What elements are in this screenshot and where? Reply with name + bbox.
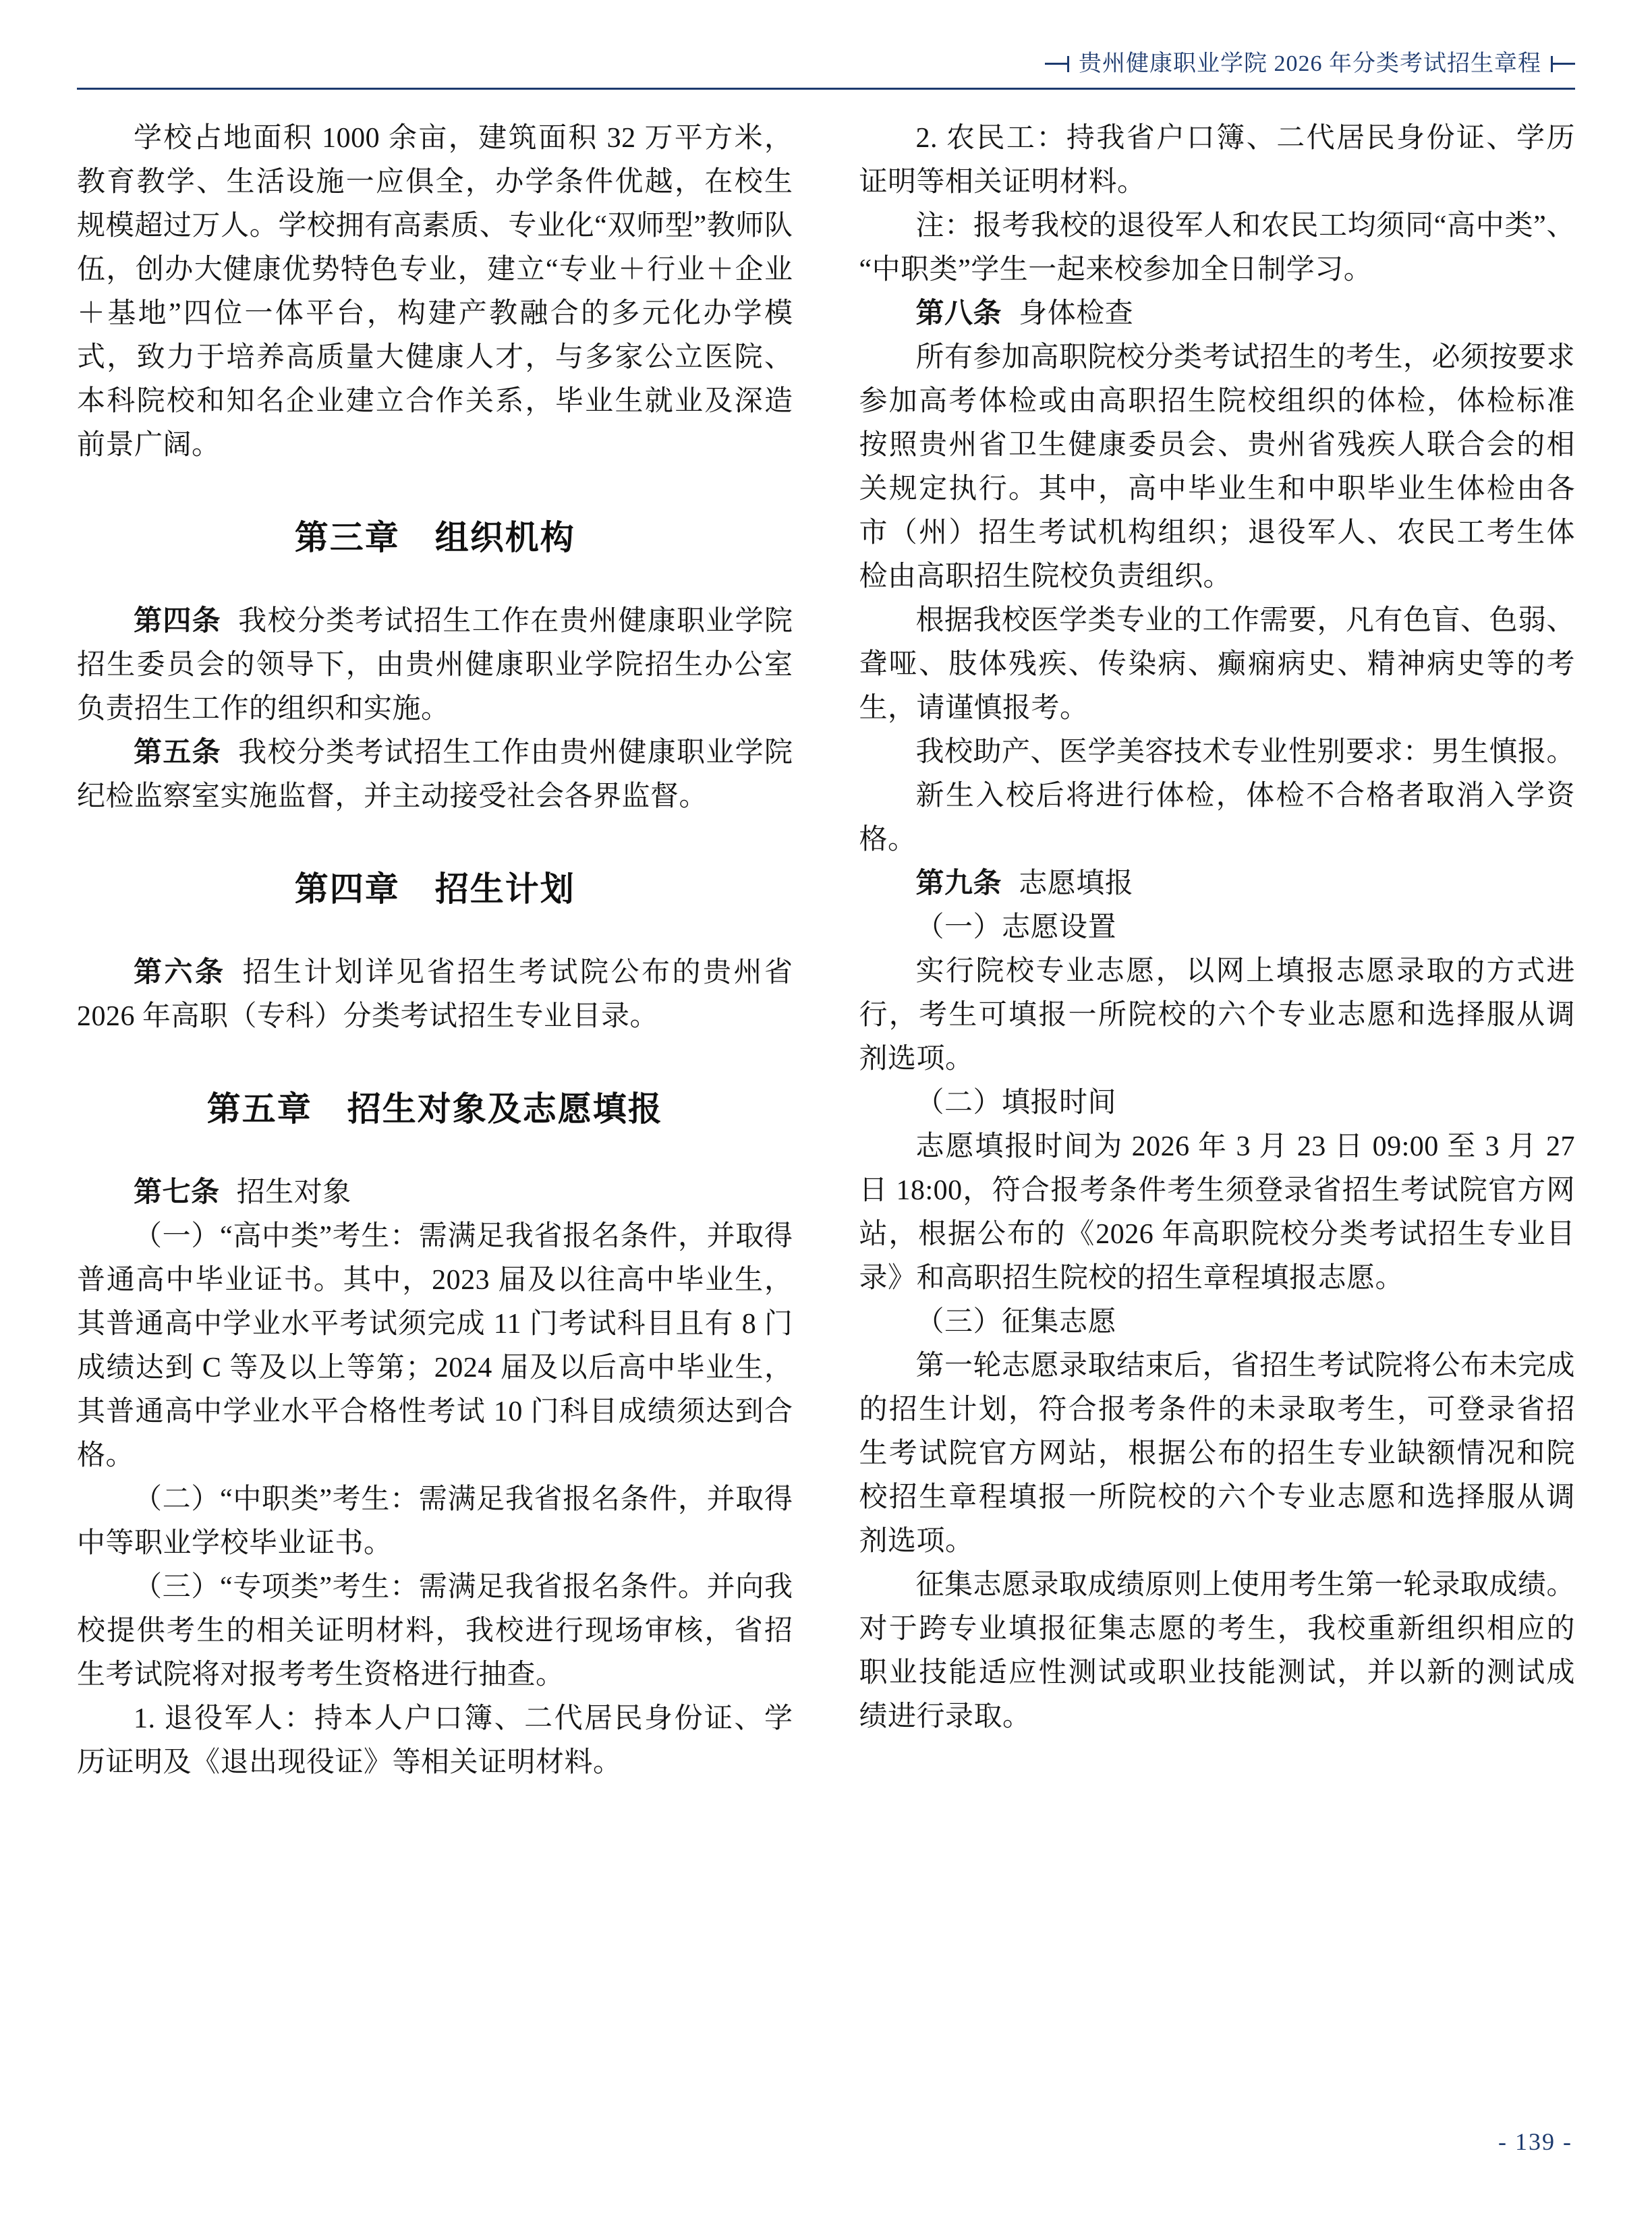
clause-8-text: 身体检查 <box>1019 298 1134 329</box>
header-rule-left-tick-icon <box>1045 55 1069 73</box>
intro-paragraph <box>77 117 793 467</box>
clause-9-paragraph <box>859 862 1576 906</box>
clause-7-paragraph <box>77 1171 793 1215</box>
paragraph-text: （三）征集志愿 <box>915 1307 1117 1338</box>
volunteer-setup-heading-paragraph <box>859 906 1576 950</box>
paragraph-text: 第一轮志愿录取结束后，省招生考试院将公布未完成的招生计划，符合报考条件的未录取考生，可登录省招生考试院官方网站，根据公布的招生专业缺额情况和院校招生章程填报一所院校的六个专业志愿和选择服从调剂选项。 <box>859 1350 1576 1557</box>
right-column <box>859 117 1576 1785</box>
subitem-1-paragraph <box>77 1697 793 1785</box>
clause-6-number: 第六条 <box>134 957 226 988</box>
clause-5-paragraph <box>77 731 793 819</box>
paragraph-text: 注：报考我校的退役军人和农民工均须同“高中类”、“中职类”学生一起来校参加全日制学习。 <box>859 210 1575 285</box>
clause-8-number: 第八条 <box>915 298 1002 329</box>
collect-volunteer-paragraph <box>859 1344 1576 1564</box>
page-number: - 139 - <box>1498 2128 1572 2155</box>
chapter-heading-4: 第四章 招生计划 <box>294 870 575 908</box>
paragraph-text: 根据我校医学类专业的工作需要，凡有色盲、色弱、聋哑、肢体残疾、传染病、癫痫病史、精神病史等的考生，请谨慎报考。 <box>859 605 1576 724</box>
clause-9-text: 志愿填报 <box>1019 868 1134 899</box>
collect-volunteer-heading-paragraph <box>859 1301 1576 1344</box>
medical-restriction-paragraph <box>859 599 1576 731</box>
item-1-paragraph <box>77 1215 793 1478</box>
paragraph-text: （三）“专项类”考生：需满足我省报名条件。并向我校提供考生的相关证明材料，我校进行现场审核，省招生考试院将对报考考生资格进行抽查。 <box>77 1572 793 1690</box>
recheck-paragraph <box>859 774 1576 862</box>
clause-7-text: 招生对象 <box>236 1177 351 1208</box>
paragraph-text: 2. 农民工：持我省户口簿、二代居民身份证、学历证明等相关证明材料。 <box>859 123 1575 198</box>
filling-time-heading-paragraph <box>859 1081 1576 1125</box>
clause-9-number: 第九条 <box>915 868 1002 899</box>
physical-exam-paragraph <box>859 336 1576 599</box>
paragraph-text: 1. 退役军人：持本人户口簿、二代居民身份证、学历证明及《退出现役证》等相关证明材料。 <box>77 1703 793 1778</box>
chapter-heading-5: 第五章 招生对象及志愿填报 <box>206 1090 663 1128</box>
chapter-heading-3: 第三章 组织机构 <box>294 519 575 556</box>
page-header <box>77 53 1575 88</box>
paragraph-text: 新生入校后将进行体检，体检不合格者取消入学资格。 <box>859 780 1575 855</box>
clause-7-number: 第七条 <box>134 1177 220 1208</box>
clause-6-text: 招生计划详见省招生考试院公布的贵州省 2026 年高职（专科）分类考试招生专业目录。 <box>77 957 793 1032</box>
paragraph-text: 实行院校专业志愿，以网上填报志愿录取的方式进行，考生可填报一所院校的六个专业志愿和选择服从调剂选项。 <box>859 956 1575 1075</box>
clause-5-number: 第五条 <box>134 737 221 768</box>
subitem-2-paragraph <box>859 117 1576 204</box>
paragraph-text: 志愿填报时间为 2026 年 3 月 23 日 09:00 至 3 月 27 日 18:00，符合报考条件考生须登录省招生考试院官方网站，根据公布的《2026 年高职院校分类考试招生专业目录》和高职招生院校的招生章程填报志愿。 <box>859 1131 1575 1294</box>
paragraph-text: （二）“中职类”考生：需满足我省报名条件，并取得中等职业学校毕业证书。 <box>77 1484 793 1559</box>
header-rule <box>77 88 1575 90</box>
clause-5-text: 我校分类考试招生工作由贵州健康职业学院纪检监察室实施监督，并主动接受社会各界监督。 <box>77 737 793 812</box>
clause-4-text: 我校分类考试招生工作在贵州健康职业学院招生委员会的领导下，由贵州健康职业学院招生办公室负责招生工作的组织和实施。 <box>77 606 793 724</box>
header-rule-right-tick-icon <box>1551 55 1575 73</box>
filling-time-paragraph <box>859 1125 1576 1301</box>
item-3-paragraph <box>77 1566 793 1697</box>
item-2-paragraph <box>77 1478 793 1566</box>
volunteer-setup-paragraph <box>859 950 1576 1081</box>
paragraph-text: 征集志愿录取成绩原则上使用考生第一轮录取成绩。对于跨专业填报征集志愿的考生，我校重新组织相应的职业技能适应性测试或职业技能测试，并以新的测试成绩进行录取。 <box>859 1570 1576 1732</box>
gender-note-paragraph <box>859 731 1576 774</box>
note-paragraph <box>859 204 1576 292</box>
paragraph-text: 学校占地面积 1000 余亩，建筑面积 32 万平方米，教育教学、生活设施一应俱全，办学条件优越，在校生规模超过万人。学校拥有高素质、专业化“双师型”教师队伍，创办大健康优势特色专业，建立“专业＋行业＋企业＋基地”四位一体平台，构建产教融合的多元化办学模式，致力于培养高质量大健康人才，与多家公立医院、本科院校和知名企业建立合作关系，毕业生就业及深造前景广阔。 <box>77 123 793 461</box>
document-header-title: 贵州健康职业学院 2026 年分类考试招生章程 <box>1079 51 1541 76</box>
paragraph-text: 所有参加高职院校分类考试招生的考生，必须按要求参加高考体检或由高职招生院校组织的体检，体检标准按照贵州省卫生健康委员会、贵州省残疾人联合会的相关规定执行。其中，高中毕业生和中职毕业生体检由各市（州）招生考试机构组织；退役军人、农民工考生体检由高职招生院校负责组织。 <box>859 342 1576 592</box>
collect-volunteer-score-paragraph <box>859 1564 1576 1739</box>
clause-6-paragraph <box>77 951 793 1039</box>
clause-4-number: 第四条 <box>134 606 221 637</box>
paragraph-text: （二）填报时间 <box>915 1087 1117 1118</box>
page-footer <box>1498 2128 1572 2156</box>
left-column <box>77 117 793 1785</box>
clause-8-paragraph <box>859 292 1576 336</box>
paragraph-text: 我校助产、医学美容技术专业性别要求：男生慎报。 <box>915 737 1576 768</box>
clause-4-paragraph <box>77 600 793 731</box>
paragraph-text: （一）“高中类”考生：需满足我省报名条件，并取得普通高中毕业证书。其中，2023 届及以往高中毕业生，其普通高中学业水平考试须完成 11 门考试科目且有 8 门成绩达到 C 等及以上等第；2024 届及以后高中毕业生，其普通高中学业水平合格性考试 10 门科目成绩须达到合格。 <box>77 1221 793 1471</box>
paragraph-text: （一）志愿设置 <box>915 912 1117 943</box>
content-columns <box>77 117 1575 1785</box>
